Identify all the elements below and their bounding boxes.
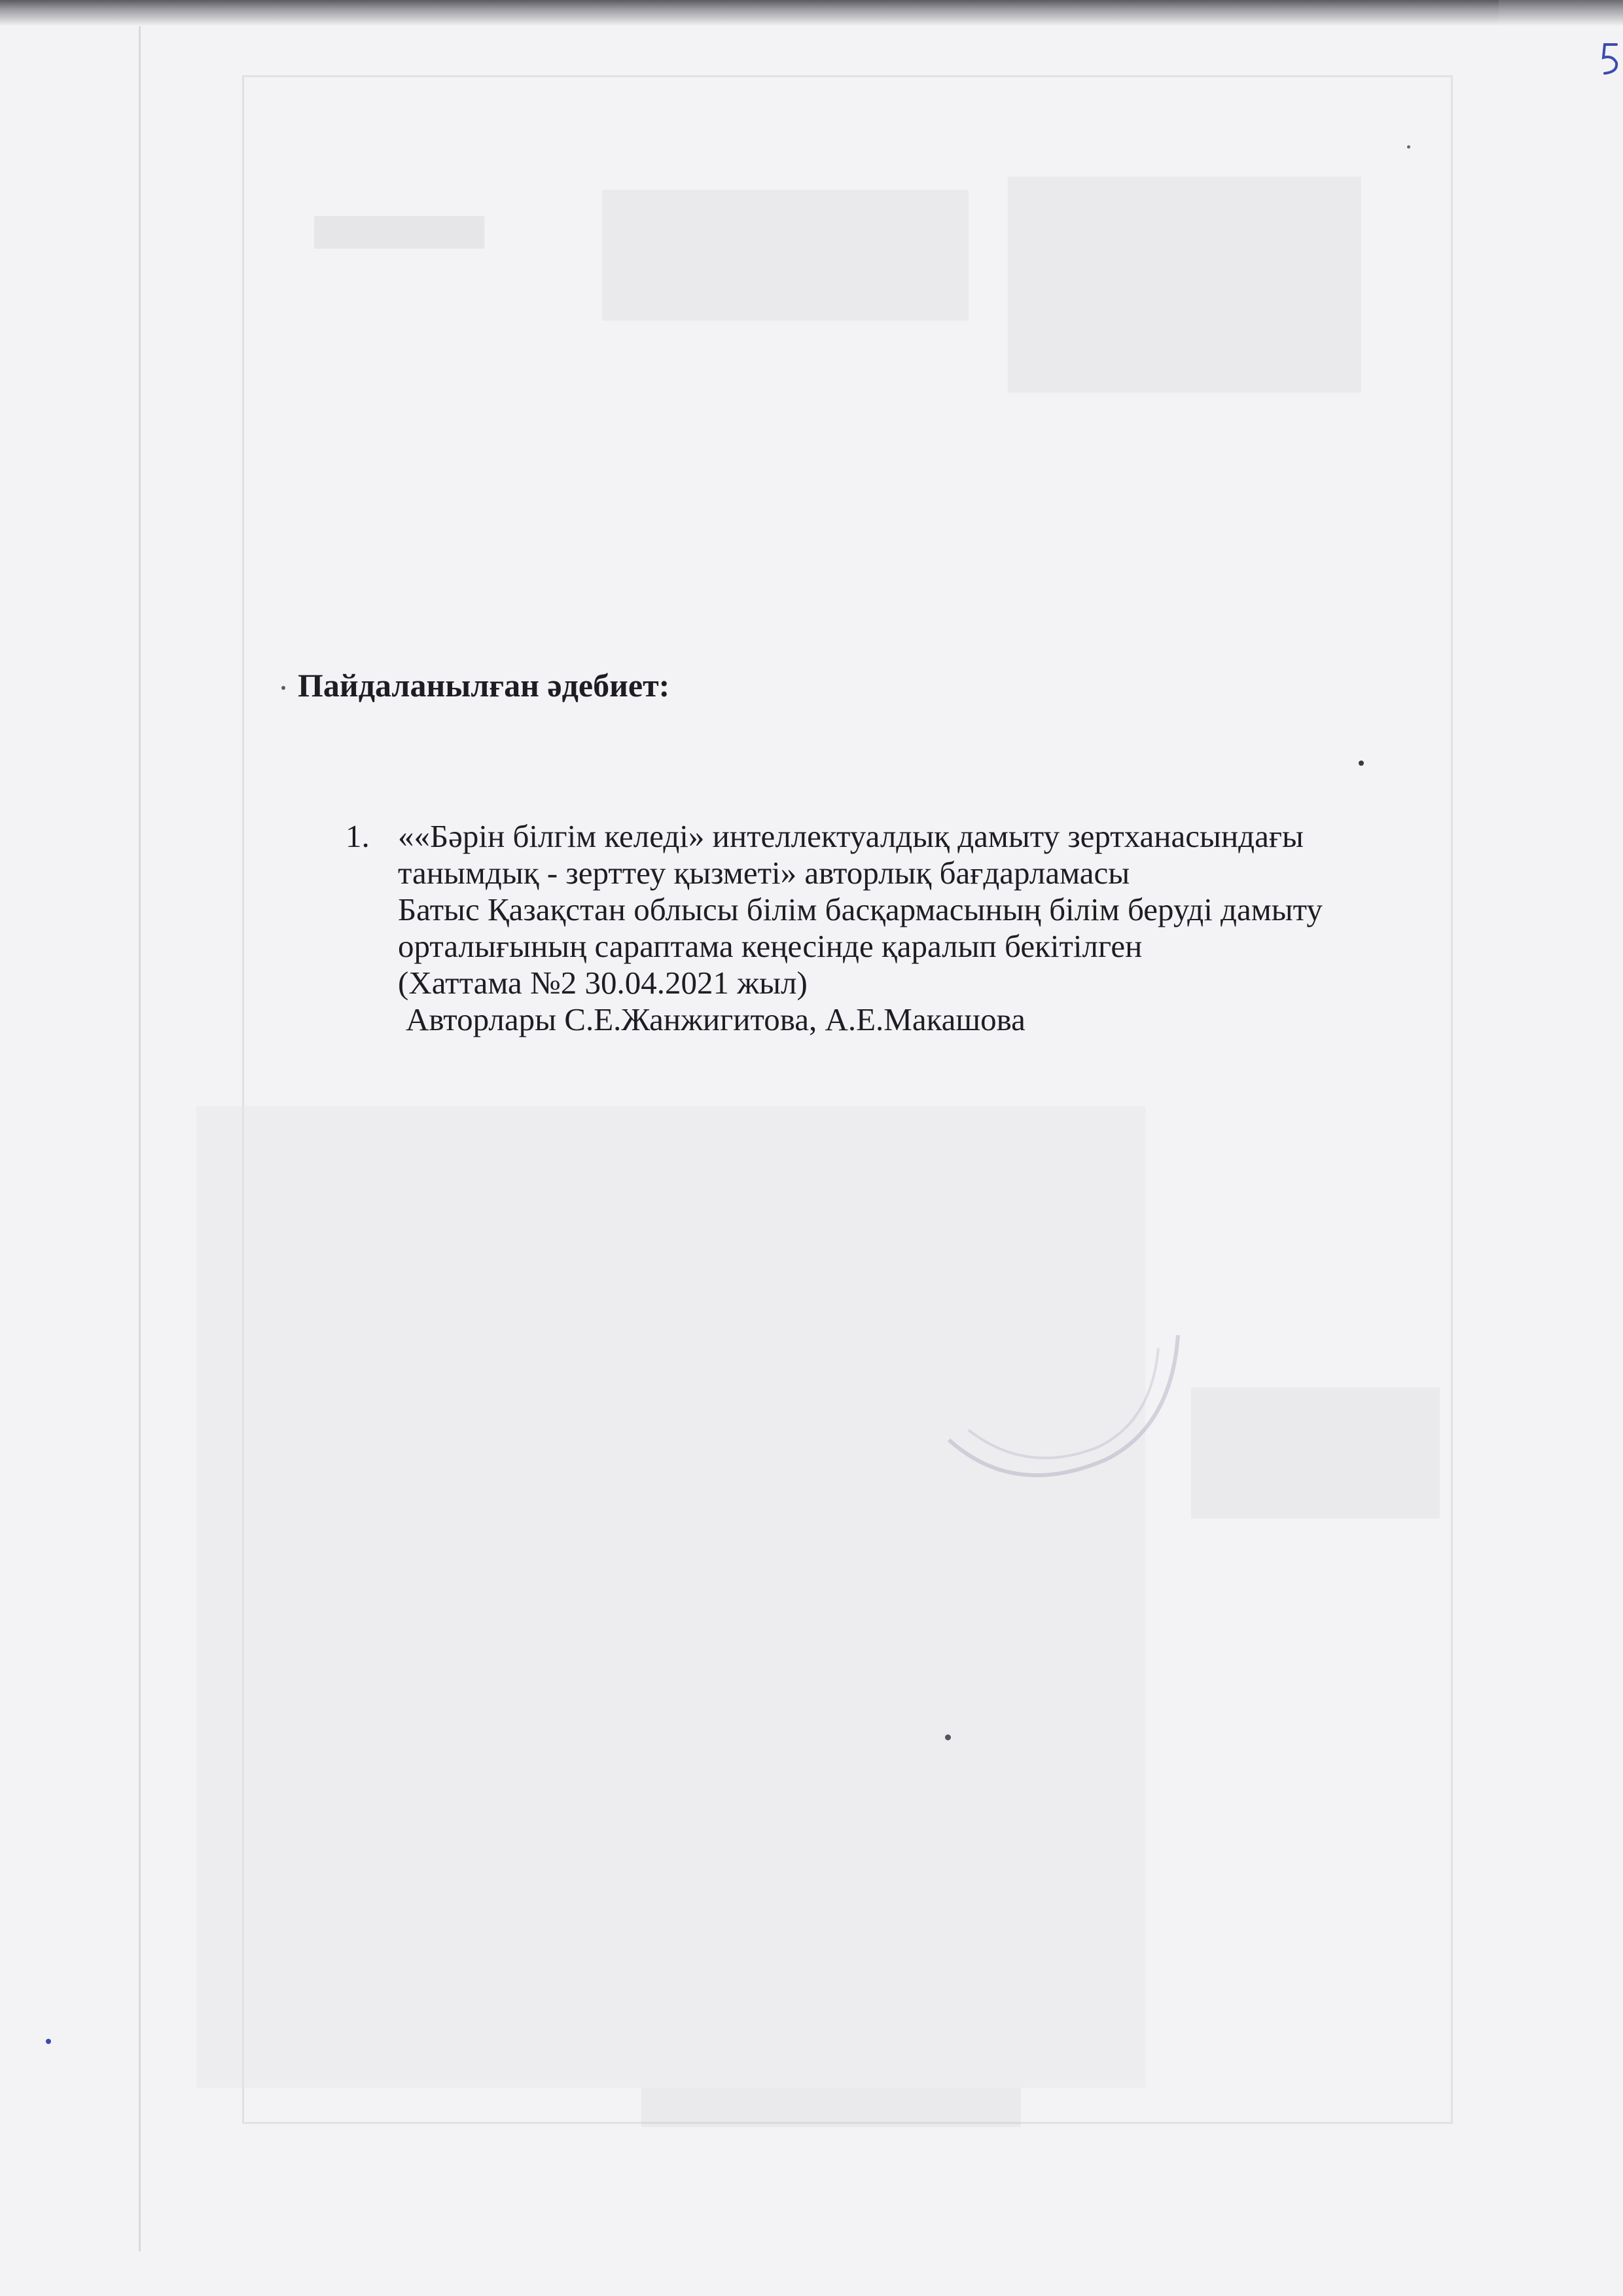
reference-authors: Авторлары С.Е.Жанжигитова, А.Е.Макашова <box>406 1001 1026 1037</box>
reference-line: орталығының сараптама кеңесінде қаралып бекітілген <box>398 928 1143 964</box>
bleed-through-block <box>602 190 969 321</box>
reference-text <box>398 818 1582 1038</box>
bleed-through-block <box>314 216 484 249</box>
bullet-dot <box>281 686 285 690</box>
ink-speck <box>1407 145 1410 149</box>
bleed-through-panel <box>196 1106 1145 2088</box>
ink-speck <box>1359 761 1364 766</box>
bleed-through-block <box>641 2088 1021 2127</box>
bleed-through-block <box>1191 1388 1440 1518</box>
reference-line: ««Бәрін білгім келеді» интеллектуалдық дамыту зертханасындағы <box>398 818 1304 854</box>
reference-line: танымдық - зерттеу қызметі» авторлық бағдарламасы <box>398 855 1130 891</box>
references-heading: Пайдаланылған әдебиет: <box>298 667 670 704</box>
scanner-edge-shadow <box>0 0 1499 26</box>
page-fold-line <box>139 26 141 2251</box>
reference-line: Батыс Қазақстан облысы білім басқармасының білім беруді дамыту <box>398 891 1323 927</box>
reference-number: 1. <box>346 818 370 854</box>
stamp-bleed-icon <box>936 1309 1198 1486</box>
ink-speck <box>945 1734 951 1740</box>
reference-line: (Хаттама №2 30.04.2021 жыл) <box>398 965 808 1001</box>
handwritten-page-mark-icon <box>1597 39 1623 79</box>
scanner-edge-shadow-right <box>1499 0 1623 26</box>
ink-speck <box>46 2039 51 2044</box>
bleed-through-block <box>1008 177 1361 393</box>
